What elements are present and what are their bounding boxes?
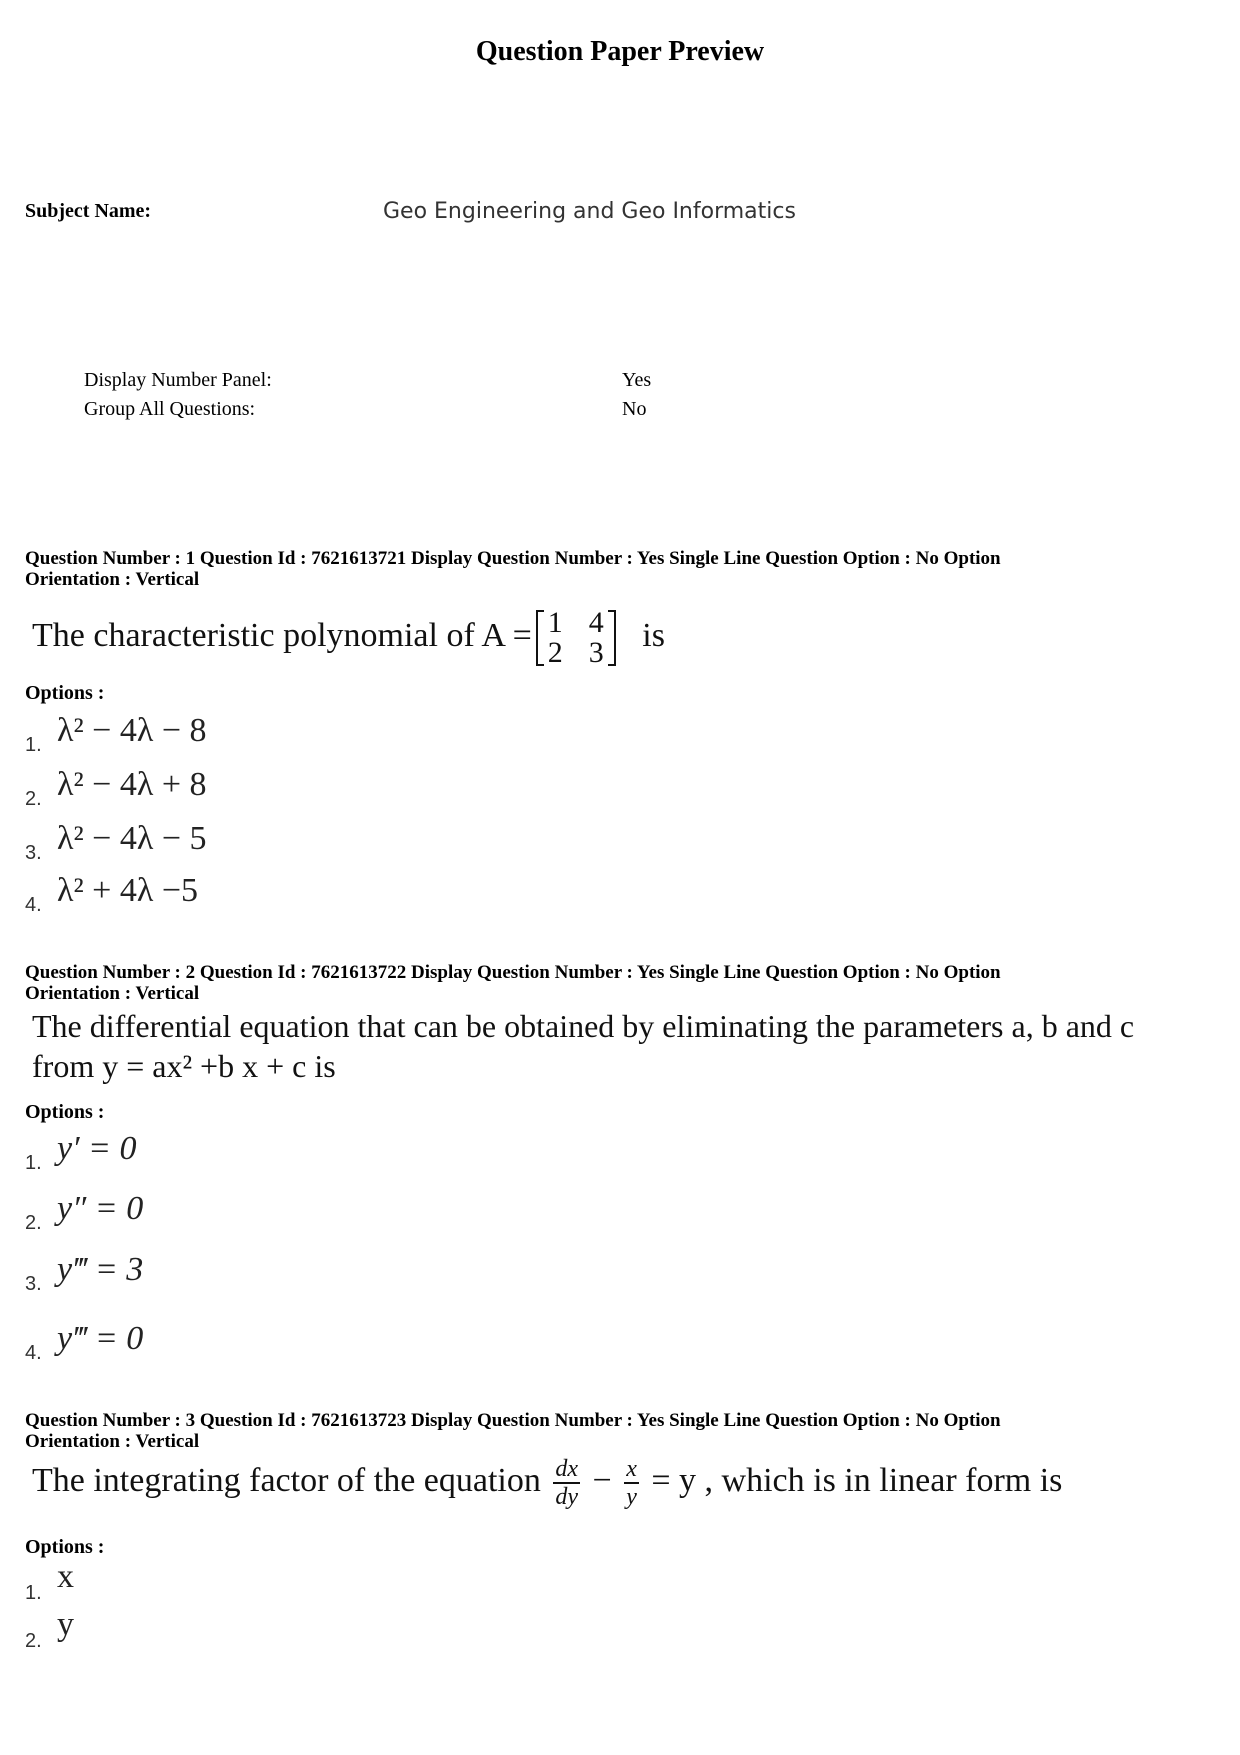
option-number: 1. <box>25 1152 42 1174</box>
question-3-meta-line2: Orientation : Vertical <box>25 1431 200 1452</box>
display-number-panel-value: Yes <box>622 369 652 391</box>
matrix-a <box>536 608 616 668</box>
option-number: 2. <box>25 1212 42 1234</box>
option-text: y″ = 0 <box>57 1190 144 1227</box>
question-2-text <box>32 1006 1134 1086</box>
matrix-cell-2-1: 2 <box>547 636 563 669</box>
question-1-meta-line1: Question Number : 1 Question Id : 7621613721 Display Question Number : Yes Single Line Question Option : No Option <box>25 548 1001 569</box>
question-3-options-label: Options : <box>25 1536 105 1558</box>
matrix-cell-1-1: 1 <box>547 606 563 639</box>
option-number: 1. <box>25 734 42 756</box>
option-text: λ² − 4λ − 8 <box>57 712 207 749</box>
question-2-options-label: Options : <box>25 1101 105 1123</box>
option-text: λ² − 4λ − 5 <box>57 820 207 857</box>
option-text: λ² − 4λ + 8 <box>57 766 207 803</box>
fraction-dx-dy-numerator: dx <box>555 1456 579 1482</box>
display-number-panel-label: Display Number Panel: <box>84 369 272 391</box>
question-1-meta <box>25 548 1205 590</box>
fraction-x-y-denominator: y <box>626 1484 637 1510</box>
option-text: y‴ = 3 <box>57 1251 144 1288</box>
question-1-text-after: is <box>642 616 665 654</box>
option-text: y′ = 0 <box>57 1130 137 1167</box>
group-all-questions-label: Group All Questions: <box>84 398 256 420</box>
subject-name-value: Geo Engineering and Geo Informatics <box>383 199 796 224</box>
question-1-meta-line2: Orientation : Vertical <box>25 569 200 590</box>
option-text: λ² + 4λ −5 <box>57 872 199 909</box>
minus-sign: − <box>592 1461 612 1499</box>
question-2-meta <box>25 962 1205 1004</box>
option-number: 3. <box>25 1273 42 1295</box>
fraction-dx-dy-denominator: dy <box>555 1484 579 1510</box>
option-text: y‴ = 0 <box>57 1320 144 1357</box>
question-2-meta-line2: Orientation : Vertical <box>25 983 200 1004</box>
subject-name-label: Subject Name: <box>25 200 152 222</box>
option-number: 2. <box>25 788 42 810</box>
question-3-meta <box>25 1410 1205 1452</box>
fraction-dx-dy <box>553 1456 580 1510</box>
fraction-x-y <box>624 1456 639 1510</box>
question-2-text-line2: from y = ax² +b x + c is <box>32 1048 336 1084</box>
option-text: x <box>57 1558 74 1595</box>
page-title: Question Paper Preview <box>475 36 765 67</box>
option-number: 2. <box>25 1630 42 1652</box>
group-all-questions-value: No <box>622 398 647 420</box>
question-1-text-before: The characteristic polynomial of A = <box>32 616 532 654</box>
fraction-x-y-numerator: x <box>626 1456 637 1482</box>
question-1-options-label: Options : <box>25 682 105 704</box>
option-number: 4. <box>25 1342 42 1364</box>
question-3-text-after: = y , which is in linear form is <box>651 1461 1063 1499</box>
matrix-cell-1-2: 4 <box>588 606 604 639</box>
question-3-text-before: The integrating factor of the equation <box>32 1461 541 1499</box>
option-number: 1. <box>25 1582 42 1604</box>
question-3-meta-line1: Question Number : 3 Question Id : 7621613723 Display Question Number : Yes Single Line Question Option : No Option <box>25 1410 1001 1431</box>
question-2-text-line1: The differential equation that can be obtained by eliminating the parameters a, b and c <box>32 1008 1135 1044</box>
option-number: 3. <box>25 842 42 864</box>
matrix-cell-2-2: 3 <box>588 636 604 669</box>
option-number: 4. <box>25 894 42 916</box>
option-text: y <box>57 1606 74 1643</box>
question-1-text <box>32 608 665 668</box>
question-2-meta-line1: Question Number : 2 Question Id : 7621613722 Display Question Number : Yes Single Line Question Option : No Option <box>25 962 1001 983</box>
question-3-text <box>32 1456 1062 1510</box>
